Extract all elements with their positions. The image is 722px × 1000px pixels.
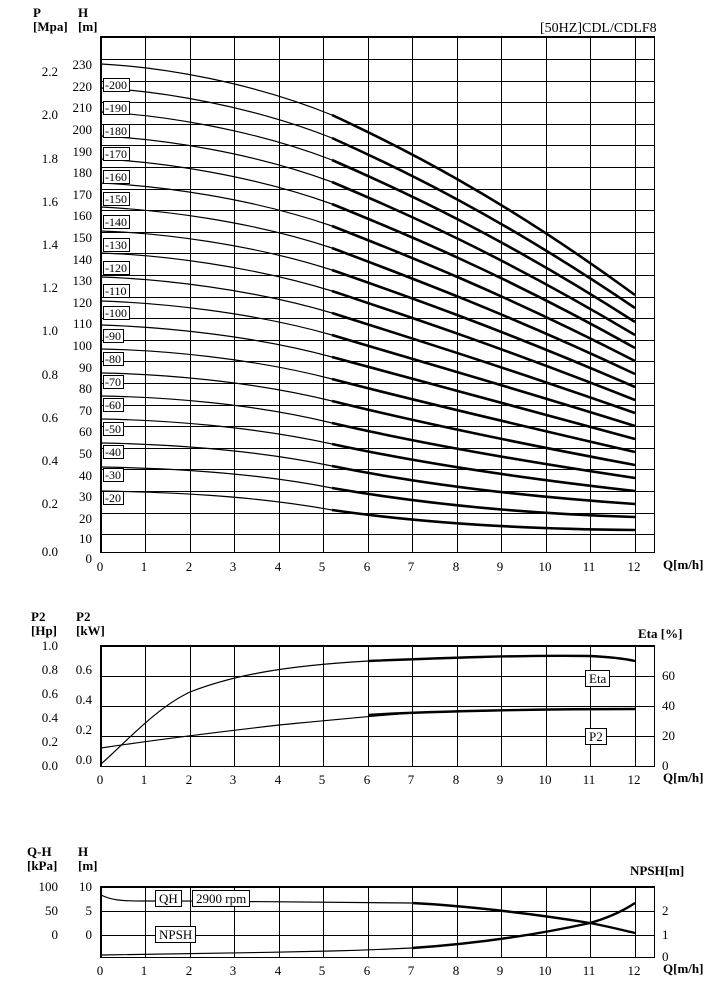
npsh-curve-label: NPSH (155, 926, 196, 943)
hp-tick: 0.4 (41, 710, 58, 725)
npsh-tick: 2 (662, 903, 669, 918)
h-tick: 180 (72, 165, 92, 180)
p2-hp-symbol: P2 (31, 609, 46, 624)
stage-label: -100 (103, 306, 130, 320)
hp-tick: 0.2 (41, 734, 58, 749)
stage-label: -150 (103, 192, 130, 206)
kw-tick: 0.2 (75, 722, 92, 737)
kw-tick: 0.4 (75, 692, 92, 707)
x-axis-title: Q[m/h] (663, 770, 704, 785)
qh-npsh-curves (101, 887, 656, 959)
x-tick: 3 (229, 772, 237, 787)
x-tick: 10 (538, 772, 552, 787)
x-tick: 7 (407, 772, 415, 787)
x-tick: 9 (496, 963, 504, 978)
x-tick: 10 (538, 559, 552, 574)
stage-label: -180 (103, 124, 130, 138)
h-axis-symbol: H (78, 5, 89, 20)
p-tick: 2.0 (41, 107, 58, 122)
eta-curve-label: Eta (585, 670, 610, 687)
x-tick: 0 (96, 772, 104, 787)
eta-tick: 60 (662, 668, 675, 683)
x-tick: 8 (452, 559, 460, 574)
kpa-tick: 0 (51, 927, 58, 942)
p-tick: 0.4 (41, 453, 58, 468)
p2-kw-axis-label (76, 610, 105, 637)
h-tick: 90 (79, 360, 92, 375)
stage-label: -20 (103, 491, 124, 505)
stage-label: -80 (103, 352, 124, 366)
qh-kpa-unit: [kPa] (27, 857, 58, 873)
qh-npsh-plot-area (100, 886, 655, 958)
qh-m-symbol: H (78, 844, 89, 859)
x-tick: 2 (185, 963, 193, 978)
power-eta-curves (101, 646, 656, 768)
x-tick: 3 (229, 559, 237, 574)
x-tick: 9 (496, 772, 504, 787)
x-tick: 12 (627, 963, 641, 978)
stage-label: -190 (103, 101, 130, 115)
p2-kw-unit: [kW] (76, 622, 105, 638)
stage-label: -140 (103, 215, 130, 229)
qh-curves (101, 37, 656, 554)
p-tick: 1.6 (41, 194, 58, 209)
h-tick: 70 (79, 403, 92, 418)
qh-m-unit: [m] (78, 857, 98, 873)
npsh-tick: 0 (662, 949, 669, 964)
h-tick: 210 (72, 100, 92, 115)
x-tick: 4 (274, 772, 282, 787)
eta-axis-label: Eta [%] (638, 626, 683, 641)
h-tick: 30 (79, 489, 92, 504)
p2-hp-axis-label (31, 610, 57, 637)
x-tick: 10 (538, 963, 552, 978)
stage-label: -120 (103, 261, 130, 275)
h-tick: 10 (79, 531, 92, 546)
x-tick: 7 (407, 559, 415, 574)
h-axis-label (78, 6, 98, 33)
x-tick: 1 (140, 963, 148, 978)
h-tick: 60 (79, 424, 92, 439)
x-tick: 2 (185, 559, 193, 574)
qh-m-axis-label (78, 845, 98, 872)
qh-kpa-axis-label (27, 845, 57, 872)
eta-tick: 40 (662, 698, 675, 713)
x-tick: 7 (407, 963, 415, 978)
rpm-label: 2900 rpm (192, 890, 250, 907)
x-tick: 1 (140, 559, 148, 574)
kw-tick: 0.0 (75, 752, 92, 767)
kw-tick: 0.6 (75, 662, 92, 677)
x-tick: 8 (452, 963, 460, 978)
p-tick: 0.8 (41, 367, 58, 382)
x-tick: 1 (140, 772, 148, 787)
stage-label: -70 (103, 375, 124, 389)
p2-hp-unit: [Hp] (31, 622, 57, 638)
stage-label: -30 (103, 468, 124, 482)
npsh-axis-label: NPSH[m] (630, 863, 685, 878)
p2-curve-label: P2 (585, 728, 607, 745)
x-tick: 0 (96, 963, 104, 978)
chart-header-title: [50HZ]CDL/CDLF8 (540, 21, 657, 36)
h-tick: 140 (72, 252, 92, 267)
stage-label: -200 (103, 78, 130, 92)
x-tick: 6 (363, 963, 371, 978)
p-tick: 1.2 (41, 280, 58, 295)
x-tick: 8 (452, 772, 460, 787)
kpa-tick: 100 (38, 879, 58, 894)
h-tick: 20 (79, 511, 92, 526)
hp-tick: 0.0 (41, 758, 58, 773)
stage-label: -130 (103, 238, 130, 252)
p-tick: 1.4 (41, 237, 58, 252)
x-tick: 12 (627, 772, 641, 787)
hp-tick: 0.6 (41, 686, 58, 701)
p-tick: 1.0 (41, 323, 58, 338)
x-tick: 4 (274, 963, 282, 978)
eta-tick: 0 (662, 758, 669, 773)
p-axis-label (33, 6, 68, 33)
h-tick: 170 (72, 187, 92, 202)
m-tick: 5 (85, 903, 92, 918)
x-tick: 11 (582, 963, 596, 978)
p-tick: 0.2 (41, 496, 58, 511)
x-tick: 6 (363, 559, 371, 574)
p2-kw-symbol: P2 (76, 609, 91, 624)
x-tick: 11 (582, 772, 596, 787)
x-tick: 4 (274, 559, 282, 574)
h-tick: 200 (72, 122, 92, 137)
h-tick: 120 (72, 295, 92, 310)
stage-label: -160 (103, 170, 130, 184)
h-tick: 40 (79, 468, 92, 483)
stage-label: -50 (103, 422, 124, 436)
m-tick: 10 (79, 879, 92, 894)
p-axis-unit: [Mpa] (33, 18, 68, 34)
kpa-tick: 50 (45, 903, 58, 918)
qh-curve-label: QH (155, 890, 182, 907)
qh-kpa-symbol: Q-H (27, 844, 52, 859)
stage-label: -170 (103, 147, 130, 161)
h-tick: 100 (72, 338, 92, 353)
x-tick: 11 (582, 559, 596, 574)
x-axis-title: Q[m/h] (663, 961, 704, 976)
hp-tick: 0.8 (41, 662, 58, 677)
npsh-tick: 1 (662, 927, 669, 942)
p-tick: 0.6 (41, 410, 58, 425)
stage-label: -110 (103, 284, 130, 298)
p-tick: 0.0 (41, 544, 58, 559)
x-tick: 5 (318, 772, 326, 787)
stage-label: -90 (103, 329, 124, 343)
m-tick: 0 (85, 927, 92, 942)
h-tick: 230 (72, 57, 92, 72)
h-tick: 50 (79, 446, 92, 461)
h-tick: 220 (72, 79, 92, 94)
p-tick: 1.8 (41, 151, 58, 166)
power-eta-chart (0, 605, 722, 820)
qh-npsh-chart (0, 840, 722, 1000)
p-axis-symbol: P (33, 5, 41, 20)
x-tick: 12 (627, 559, 641, 574)
x-axis-title: Q[m/h] (663, 557, 704, 572)
x-tick: 0 (96, 559, 104, 574)
x-tick: 2 (185, 772, 193, 787)
x-tick: 5 (318, 963, 326, 978)
p-tick: 2.2 (41, 64, 58, 79)
qh-plot-area (100, 36, 655, 553)
h-tick: 150 (72, 230, 92, 245)
x-tick: 5 (318, 559, 326, 574)
h-tick: 80 (79, 381, 92, 396)
eta-tick: 20 (662, 728, 675, 743)
x-tick: 6 (363, 772, 371, 787)
power-eta-plot-area (100, 645, 655, 767)
hp-tick: 1.0 (41, 638, 58, 653)
h-tick: 160 (72, 208, 92, 223)
h-axis-unit: [m] (78, 18, 98, 34)
h-tick: 110 (72, 316, 92, 331)
x-tick: 3 (229, 963, 237, 978)
h-tick: 130 (72, 273, 92, 288)
stage-label: -40 (103, 445, 124, 459)
stage-label: -60 (103, 398, 124, 412)
h-tick: 190 (72, 144, 92, 159)
h-tick: 0 (85, 551, 92, 566)
x-tick: 9 (496, 559, 504, 574)
